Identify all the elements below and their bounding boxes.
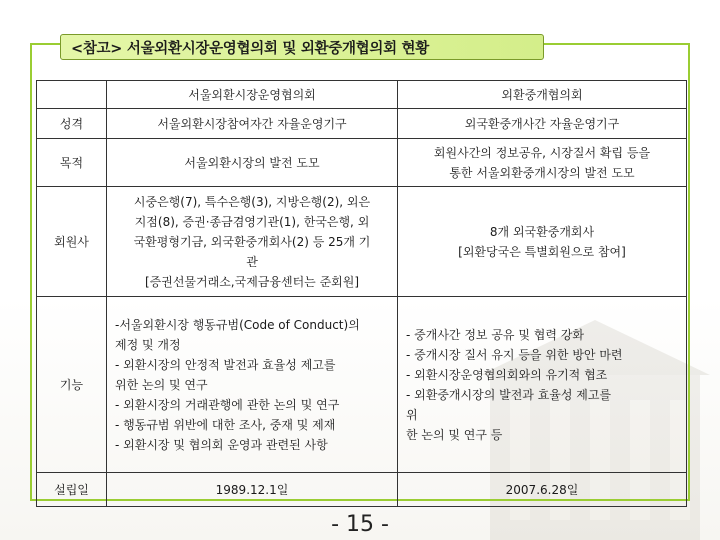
header-empty-cell xyxy=(37,81,107,109)
cell-brokers-functions: - 중개사간 정보 공유 및 협력 강화 - 중개시장 질서 유지 등을 위한 방안 마련 - 외환시장운영협의회와의 유기적 협조 - 외환중개시장의 발전과 효율성 제고를 위 한 논의 및 연구 등 xyxy=(398,297,687,473)
comparison-table xyxy=(36,80,687,507)
cell-brokers-members: 8개 외국환중개회사 [외환당국은 특별회원으로 참여] xyxy=(398,187,687,297)
cell-brokers-nature: 외국환중개사간 자율운영기구 xyxy=(398,109,687,139)
cell-seoul-purpose: 서울외환시장의 발전 도모 xyxy=(107,139,398,187)
slide-title: <참고> 서울외환시장운영협의회 및 외환중개협의회 현황 xyxy=(60,34,544,60)
table-row xyxy=(37,139,687,187)
cell-seoul-nature: 서울외환시장참여자간 자율운영기구 xyxy=(107,109,398,139)
cell-seoul-functions: -서울외환시장 행동규범(Code of Conduct)의 제정 및 개정 - 외환시장의 안정적 발전과 효율성 제고를 위한 논의 및 연구 - 외환시장의 거래관행에 관한 논의 및 연구 - 행동규범 위반에 대한 조사, 중재 및 제재 - 외환시장 및 협의회 운영과 관련된 사항 xyxy=(107,297,398,473)
cell-brokers-purpose: 회원사간의 정보공유, 시장질서 확립 등을 통한 서울외환중개시장의 발전 도모 xyxy=(398,139,687,187)
row-label: 기능 xyxy=(37,297,107,473)
row-label: 목적 xyxy=(37,139,107,187)
page-number: - 15 - xyxy=(331,512,389,537)
header-seoul-fx-council: 서울외환시장운영협의회 xyxy=(107,81,398,109)
cell-seoul-members: 시중은행(7), 특수은행(3), 지방은행(2), 외은 지점(8), 증권·종금겸영기관(1), 한국은행, 외 국환평형기금, 외국환중개회사(2) 등 25개 기 관 [증권선물거래소,국제금융센터는 준회원] xyxy=(107,187,398,297)
table-row xyxy=(37,297,687,473)
table-row xyxy=(37,109,687,139)
cell-brokers-established: 2007.6.28일 xyxy=(398,473,687,507)
cell-seoul-established: 1989.12.1일 xyxy=(107,473,398,507)
row-label: 설립일 xyxy=(37,473,107,507)
table-row xyxy=(37,187,687,297)
table-row xyxy=(37,473,687,507)
row-label: 회원사 xyxy=(37,187,107,297)
row-label: 성격 xyxy=(37,109,107,139)
header-fx-brokers-council: 외환중개협의회 xyxy=(398,81,687,109)
table-header-row xyxy=(37,81,687,109)
